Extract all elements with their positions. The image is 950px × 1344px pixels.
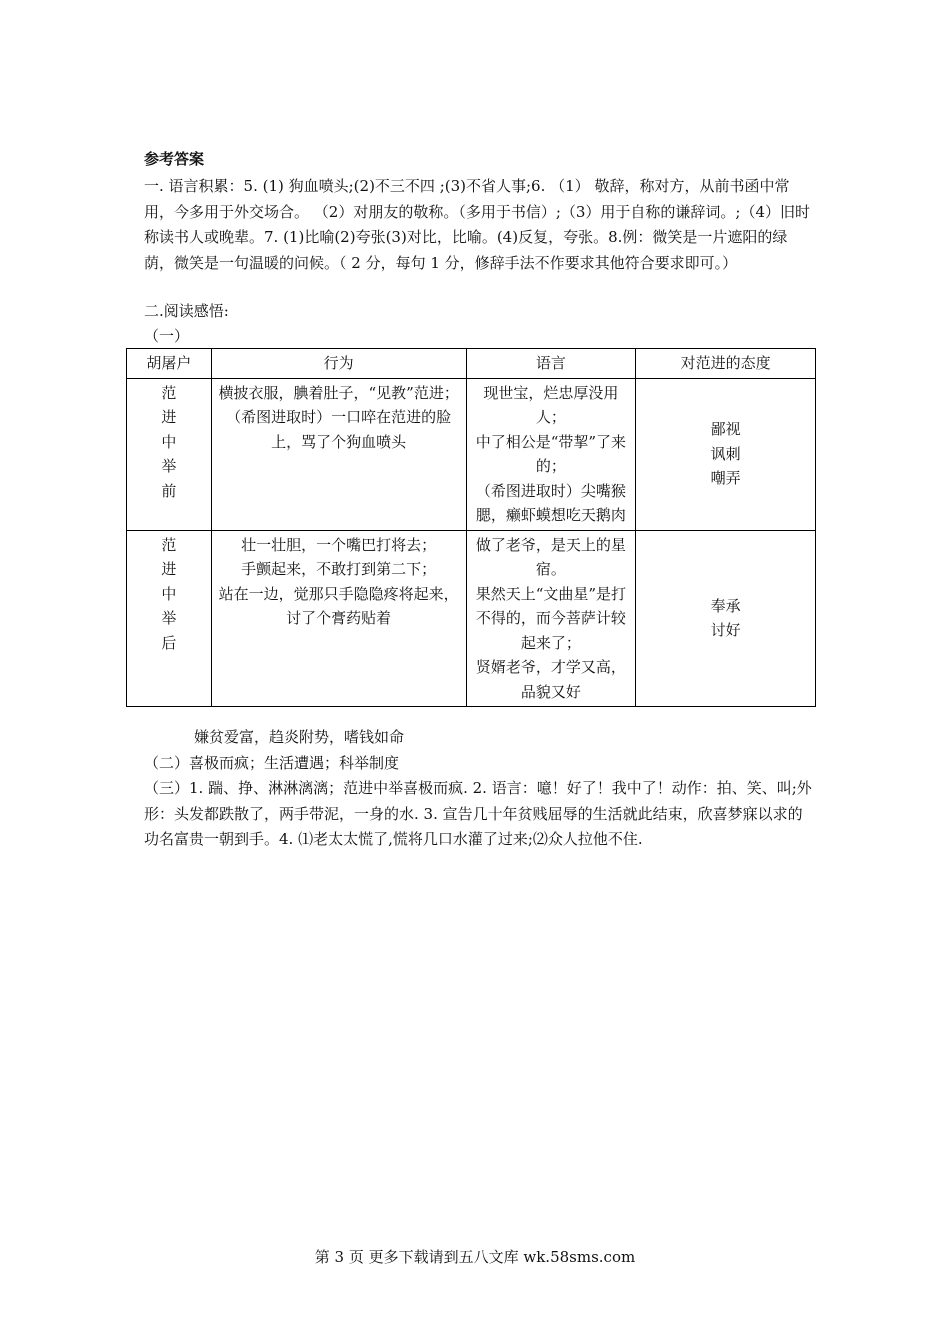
table-row bbox=[127, 378, 816, 530]
header-cell-attitude: 对范进的态度 bbox=[636, 349, 816, 379]
subsection-three-answer: （三）1. 踹、挣、淋淋漓漓；范进中举喜极而疯. 2. 语言：噫！好了！我中了！动作：拍、笑、叫;外形：头发都跌散了，两手带泥，一身的水. 3. 宣告几十年贫贱屈辱的生活就此结束，欣喜梦寐以求的功名富贵一朝到手。4. ⑴老太太慌了,慌将几口水灌了过来;⑵众人拉他不住. bbox=[144, 779, 812, 848]
answer-table bbox=[126, 348, 816, 707]
header-cell-speech: 语言 bbox=[466, 349, 636, 379]
page-footer: 第 3 页 更多下载请到五八文库 wk.58sms.com bbox=[314, 1248, 636, 1266]
header-cell-butcher: 胡屠户 bbox=[127, 349, 212, 379]
stage-cell: 范 进 中 举 后 bbox=[127, 530, 212, 707]
attitude-cell: 奉承 讨好 bbox=[636, 530, 816, 707]
header-cell-behavior: 行为 bbox=[211, 349, 466, 379]
subsection-one-label: （一） bbox=[144, 327, 190, 345]
table-row bbox=[127, 530, 816, 707]
subsection-two-answer: （二）喜极而疯；生活遭遇；科举制度 bbox=[144, 754, 400, 772]
reading-section-heading: 二.阅读感悟: bbox=[144, 302, 229, 320]
attitude-cell: 鄙视 讽刺 嘲弄 bbox=[636, 378, 816, 530]
behavior-cell: 壮一壮胆，一个嘴巴打将去； 手颤起来，不敢打到第二下； 站在一边，觉那只手隐隐疼将起来，讨了个膏药贴着 bbox=[211, 530, 466, 707]
language-accumulation-answers: 一. 语言积累：5. (1) 狗血喷头;(2)不三不四 ;(3)不省人事;6. （1） 敬辞，称对方，从前书函中常用，今多用于外交场合。 （2）对朋友的敬称。（多用于书信）;（3）用于自称的谦辞词。;（4）旧时称读书人或晚辈。7. (1)比喻(2)夸张(3)对比，比喻。(4)反复，夸张。8.例：微笑是一片遮阳的绿荫，微笑是一句温暖的问候。（ 2 分，每句 1 分，修辞手法不作要求其他符合要求即可。） bbox=[144, 177, 811, 272]
table-header-row bbox=[127, 349, 816, 379]
behavior-cell: 横披衣服，腆着肚子，“见教”范进； （希图进取时）一口啐在范进的脸上，骂了个狗血喷头 bbox=[211, 378, 466, 530]
stage-cell: 范 进 中 举 前 bbox=[127, 378, 212, 530]
summary-line: 嫌贫爱富，趋炎附势，嗜钱如命 bbox=[194, 728, 405, 746]
speech-cell: 现世宝，烂忠厚没用人； 中了相公是“带挈”了来的； （希图进取时）尖嘴猴腮，癞虾蟆想吃天鹅肉 bbox=[466, 378, 636, 530]
speech-cell: 做了老爷，是天上的星宿。 果然天上“文曲星”是打不得的，而今菩萨计较起来了； 贤婿老爷，才学又高，品貌又好 bbox=[466, 530, 636, 707]
answer-heading: 参考答案 bbox=[144, 150, 205, 168]
